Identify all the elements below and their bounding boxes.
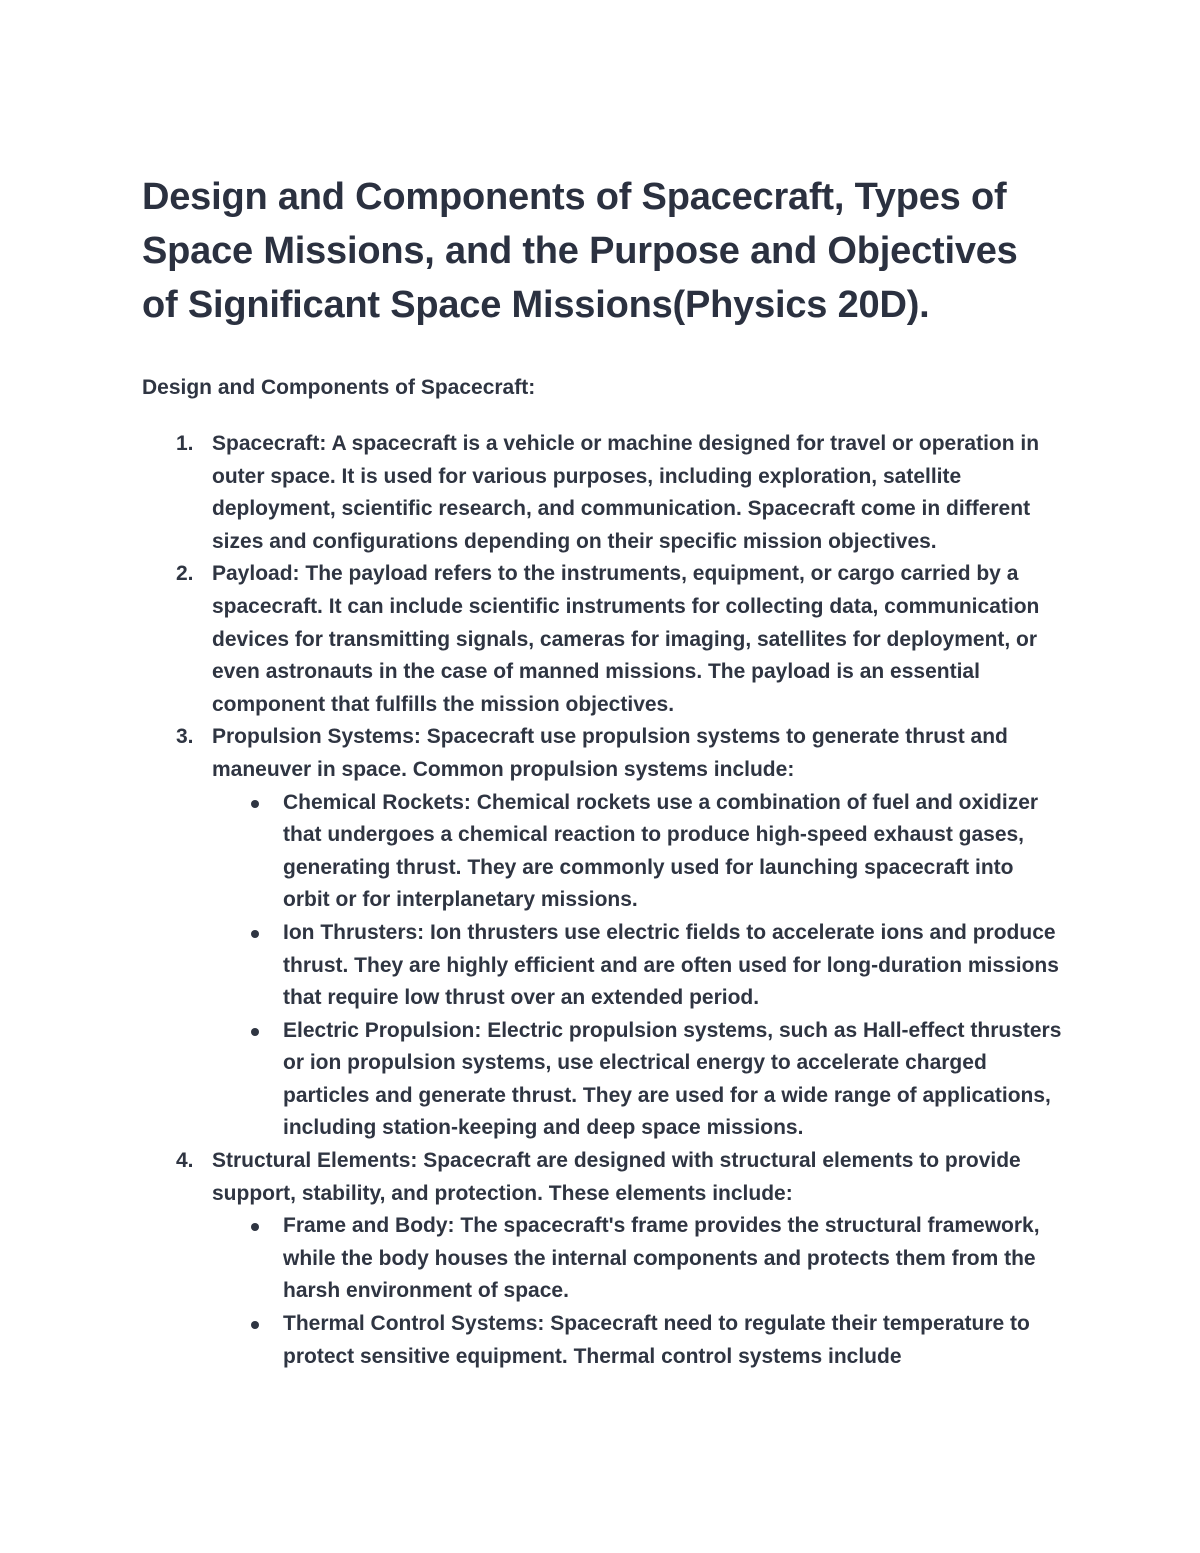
- section-heading: Design and Components of Spacecraft:: [142, 376, 536, 399]
- list-text: A spacecraft is a vehicle or machine designed for travel or operation in outer space. It is used for various purposes, including exploration, satellite deployment, scientific research, and communication. Spacecraft come in different sizes and configurations depending on their specific mission objectives.: [212, 432, 1040, 553]
- sublist-term: Thermal Control Systems:: [283, 1312, 545, 1336]
- components-list: [142, 428, 1062, 1373]
- sublist-term: Electric Propulsion:: [283, 1018, 482, 1042]
- list-term: Propulsion Systems:: [212, 725, 421, 749]
- list-number: 3.: [176, 725, 194, 749]
- sublist-item-thermal-control-systems: [212, 1308, 1062, 1373]
- sublist-term: Frame and Body:: [283, 1214, 455, 1238]
- sublist-text: The spacecraft's frame provides the structural framework, while the body houses the internal components and protects them from the harsh environment of space.: [283, 1214, 1040, 1303]
- list-term: Payload:: [212, 562, 300, 586]
- list-number: 1.: [176, 432, 194, 455]
- list-term: Spacecraft:: [212, 432, 327, 455]
- document-page: [142, 170, 1062, 1373]
- bullet-icon: [251, 1028, 259, 1036]
- bullet-icon: [251, 1321, 259, 1329]
- document-title: Design and Components of Spacecraft, Types of Space Missions, and the Purpose and Objectives of Significant Space Missions(Physics 20D).: [142, 176, 1018, 326]
- list-text: The payload refers to the instruments, equipment, or cargo carried by a spacecraft. It can include scientific instruments for collecting data, communication devices for transmitting signals, cameras for imaging, satellites for deployment, or even astronauts in the case of manned missions. The payload is an essential component that fulfills the mission objectives.: [212, 562, 1040, 716]
- list-text: Spacecraft are designed with structural elements to provide support, stability, and protection. These elements include:: [212, 1149, 1021, 1205]
- sublist-text: Electric propulsion systems, such as Hall-effect thrusters or ion propulsion systems, use electrical energy to accelerate charged particles and generate thrust. They are used for a wide range of applications, including station-keeping and deep space missions.: [283, 1018, 1062, 1140]
- bullet-icon: [251, 800, 259, 808]
- sublist-text: Chemical rockets use a combination of fuel and oxidizer that undergoes a chemical reaction to produce high-speed exhaust gases, generating thrust. They are commonly used for launching spacecraft into orbit or for interplanetary missions.: [283, 790, 1039, 912]
- list-item-structural-elements: [142, 1145, 1062, 1373]
- list-item-payload: [142, 558, 1062, 721]
- propulsion-sublist: [212, 787, 1062, 1146]
- structural-sublist: [212, 1210, 1062, 1373]
- sublist-term: Chemical Rockets:: [283, 790, 471, 814]
- sublist-item-ion-thrusters: [212, 917, 1062, 1015]
- list-item-propulsion-systems: [142, 721, 1062, 1145]
- sublist-item-chemical-rockets: [212, 787, 1062, 917]
- sublist-text: Spacecraft need to regulate their temperature to protect sensitive equipment. Thermal control systems include: [283, 1312, 1030, 1368]
- sublist-text: Ion thrusters use electric fields to accelerate ions and produce thrust. They are highly efficient and are often used for long-duration missions that require low thrust over an extended period.: [283, 920, 1059, 1010]
- list-term: Structural Elements:: [212, 1149, 418, 1173]
- list-text: Spacecraft use propulsion systems to generate thrust and maneuver in space. Common propulsion systems include:: [212, 725, 1008, 781]
- list-item-spacecraft: [142, 428, 1062, 558]
- list-number: 4.: [176, 1149, 194, 1173]
- sublist-item-frame-and-body: [212, 1210, 1062, 1308]
- bullet-icon: [251, 930, 259, 938]
- list-number: 2.: [176, 562, 194, 586]
- bullet-icon: [251, 1223, 259, 1231]
- sublist-item-electric-propulsion: [212, 1015, 1062, 1145]
- sublist-term: Ion Thrusters:: [283, 920, 425, 944]
